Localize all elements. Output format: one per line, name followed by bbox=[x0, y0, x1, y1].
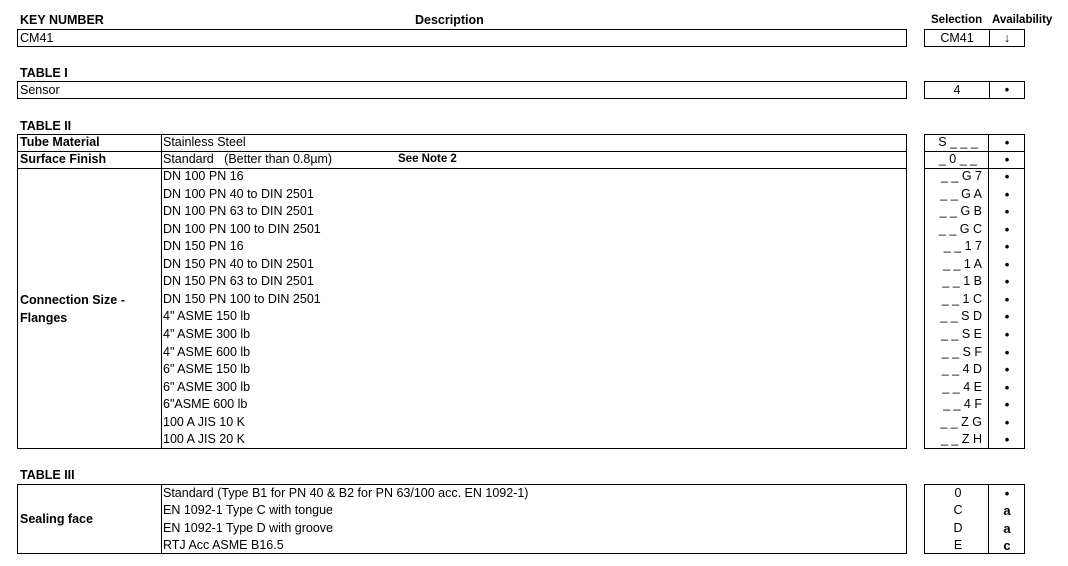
surface-finish-code: _ 0 _ _ bbox=[938, 152, 978, 166]
connection-row-code: _ _ 1 C bbox=[941, 291, 982, 306]
connection-row-availability: • bbox=[1004, 274, 1010, 290]
connection-row-code: _ _ G A bbox=[940, 186, 982, 201]
connection-row-code: _ _ 4 E bbox=[942, 379, 982, 394]
connection-row-code: _ _ 1 A bbox=[943, 256, 982, 271]
sealing-row-availability: c bbox=[1003, 537, 1011, 553]
key-number-label: KEY NUMBER bbox=[20, 13, 104, 27]
sealing-row-code: E bbox=[953, 537, 963, 552]
header-selection-box bbox=[924, 29, 1025, 47]
connection-row-desc: 6" ASME 300 lb bbox=[163, 379, 251, 394]
surface-finish-value: Standard (Better than 0.8µm) bbox=[163, 152, 333, 166]
connection-row-code: _ _ G C bbox=[938, 221, 982, 236]
connection-row-code: _ _ Z G bbox=[940, 414, 982, 429]
sealing-row-desc: Standard (Type B1 for PN 40 & B2 for PN 63/100 acc. EN 1092-1) bbox=[163, 486, 529, 500]
connection-row-desc: 6" ASME 150 lb bbox=[163, 362, 251, 377]
connection-row-code: _ _ S F bbox=[941, 344, 982, 359]
table2-title: TABLE II bbox=[20, 119, 72, 133]
connection-row-code: _ _ S D bbox=[940, 309, 982, 324]
table2-left-box bbox=[17, 134, 907, 449]
connection-row-desc: DN 150 PN 100 to DIN 2501 bbox=[163, 291, 321, 306]
table1-availability: • bbox=[1004, 83, 1010, 97]
connection-row-availability: • bbox=[1004, 221, 1010, 237]
availability-label: Availability bbox=[992, 14, 1053, 26]
connection-row-desc: DN 100 PN 16 bbox=[163, 169, 244, 183]
sealing-row-code: 0 bbox=[954, 486, 962, 500]
sealing-row-availability: a bbox=[1003, 503, 1011, 519]
connection-row-desc: 4" ASME 600 lb bbox=[163, 344, 251, 359]
connection-row-availability: • bbox=[1004, 397, 1010, 413]
table1-description: Sensor bbox=[20, 83, 60, 97]
connection-row-desc: 4" ASME 300 lb bbox=[163, 326, 251, 341]
connection-row-availability: • bbox=[1004, 362, 1010, 378]
connection-row-code: _ _ G 7 bbox=[941, 169, 982, 183]
connection-row-availability: • bbox=[1004, 414, 1010, 430]
connection-row-desc: DN 150 PN 63 to DIN 2501 bbox=[163, 274, 314, 289]
sealing-row-availability: • bbox=[1004, 486, 1010, 501]
tube-material-value: Stainless Steel bbox=[163, 135, 246, 149]
key-number-value: CM41 bbox=[20, 31, 54, 45]
connection-row-desc: DN 100 PN 40 to DIN 2501 bbox=[163, 186, 314, 201]
connection-row-desc: 6"ASME 600 lb bbox=[163, 397, 248, 412]
connection-row-desc: 100 A JIS 10 K bbox=[163, 414, 246, 429]
connection-size-label-line2: Flanges bbox=[20, 311, 68, 325]
connection-row-availability: • bbox=[1004, 344, 1010, 360]
connection-row-availability: • bbox=[1004, 379, 1010, 395]
connection-row-desc: 4" ASME 150 lb bbox=[163, 309, 251, 324]
connection-row-code: _ _ S E bbox=[941, 326, 982, 341]
connection-row-desc: DN 100 PN 63 to DIN 2501 bbox=[163, 204, 314, 219]
connection-row-code: _ _ Z H bbox=[941, 432, 982, 447]
sealing-row-code: D bbox=[953, 520, 963, 535]
header-selection-value: CM41 bbox=[940, 31, 974, 45]
connection-row-availability: • bbox=[1004, 169, 1010, 184]
table1-selection-box bbox=[924, 81, 1025, 99]
connection-row-code: _ _ 4 F bbox=[943, 397, 982, 412]
connection-row-code: _ _ 1 B bbox=[942, 274, 982, 289]
surface-finish-note: See Note 2 bbox=[398, 153, 457, 165]
surface-finish-availability: • bbox=[1004, 152, 1010, 167]
sealing-row-availability: a bbox=[1003, 520, 1011, 536]
tube-material-label: Tube Material bbox=[20, 135, 100, 149]
connection-row-availability: • bbox=[1004, 204, 1010, 220]
down-arrow-icon: ↓ bbox=[1003, 31, 1011, 45]
connection-row-code: _ _ 1 7 bbox=[943, 239, 982, 254]
table1-description-field bbox=[17, 81, 907, 99]
connection-row-availability: • bbox=[1004, 309, 1010, 325]
sealing-row-desc: EN 1092-1 Type C with tongue bbox=[163, 503, 334, 518]
sealing-row-desc: EN 1092-1 Type D with groove bbox=[163, 520, 334, 535]
selection-label: Selection bbox=[931, 14, 983, 26]
sealing-face-label: Sealing face bbox=[20, 512, 93, 526]
connection-row-desc: DN 150 PN 40 to DIN 2501 bbox=[163, 256, 314, 271]
table3-title: TABLE III bbox=[20, 468, 75, 482]
connection-row-availability: • bbox=[1004, 239, 1010, 255]
connection-row-code: _ _ 4 D bbox=[941, 362, 982, 377]
description-label: Description bbox=[415, 13, 484, 27]
sealing-row-desc: RTJ Acc ASME B16.5 bbox=[163, 537, 284, 552]
surface-finish-label: Surface Finish bbox=[20, 152, 107, 166]
table1-title: TABLE I bbox=[20, 66, 68, 80]
connection-row-availability: • bbox=[1004, 432, 1010, 448]
connection-row-desc: DN 100 PN 100 to DIN 2501 bbox=[163, 221, 321, 236]
table1-selection: 4 bbox=[953, 83, 961, 97]
key-number-field bbox=[17, 29, 907, 47]
tube-material-availability: • bbox=[1004, 135, 1010, 150]
connection-row-desc: 100 A JIS 20 K bbox=[163, 432, 246, 447]
sealing-row-code: C bbox=[953, 503, 963, 518]
connection-row-availability: • bbox=[1004, 291, 1010, 307]
connection-row-availability: • bbox=[1004, 186, 1010, 202]
connection-size-label-line1: Connection Size - bbox=[20, 293, 125, 307]
connection-row-availability: • bbox=[1004, 326, 1010, 342]
connection-row-code: _ _ G B bbox=[939, 204, 982, 219]
connection-row-availability: • bbox=[1004, 256, 1010, 272]
connection-row-desc: DN 150 PN 16 bbox=[163, 239, 244, 254]
tube-material-code: S _ _ _ bbox=[938, 135, 978, 149]
